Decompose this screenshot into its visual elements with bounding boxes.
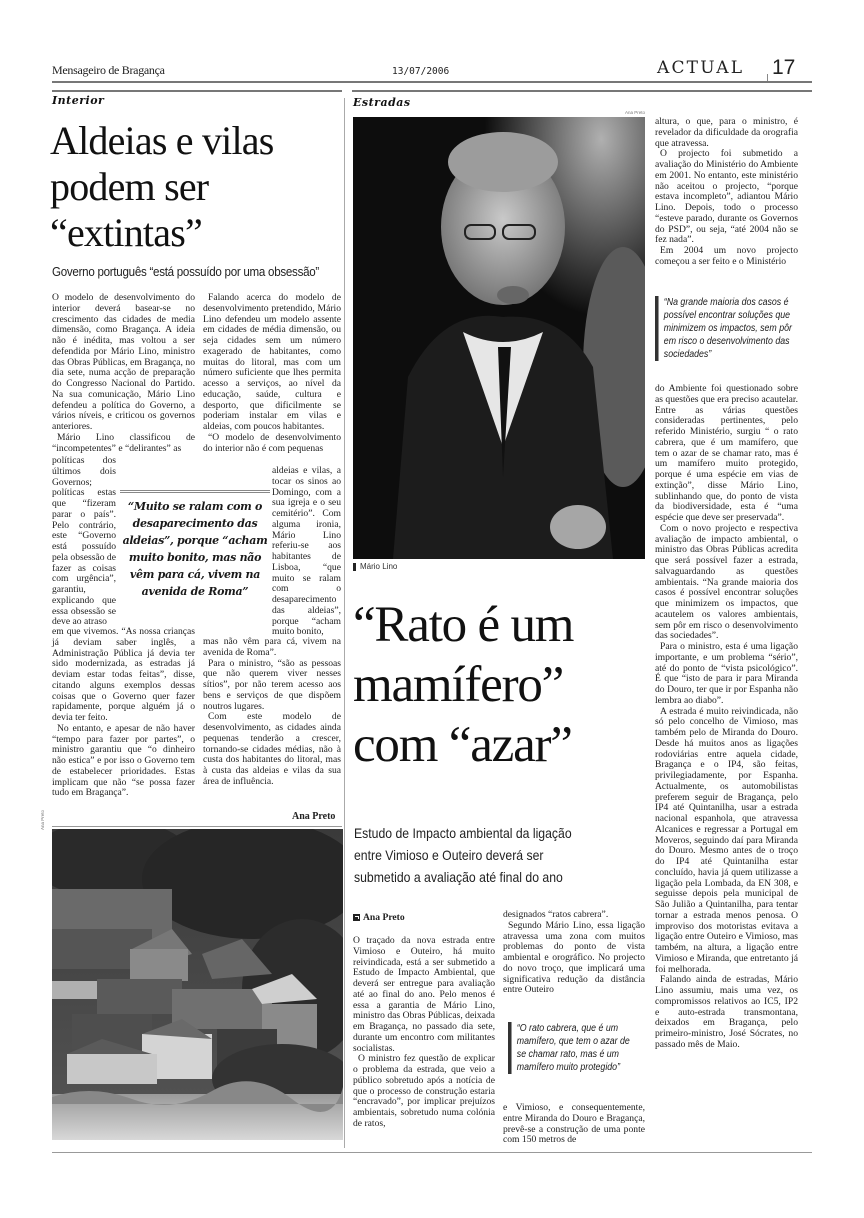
paragraph: em que vivemos. “As nossa crianças já deviam saber inglês, a Administração Pública já devia ter sido modernizada, as estradas já deviam estar todas feitas”, disse, citando alguns exemplos dessas coisas que o Governo quer fazer rapidamente, porque alguém já o devia ter feito.	[52, 626, 195, 723]
paragraph: e Vimioso, e consequentemente, entre Miranda do Douro e Bragança, prevê-se a construção de uma ponte com 150 metros de	[503, 1102, 645, 1146]
paragraph: mas não vêm para cá, vivem na avenida de Roma”.	[203, 636, 341, 658]
paragraph: Mário Lino classificou de “incompetentes” e “delirantes” as	[52, 431, 195, 454]
page-number: 17	[772, 56, 796, 79]
village-photo	[52, 829, 343, 1140]
issue-date: 13/07/2006	[392, 66, 450, 77]
village-photo-credit: Ana Preto	[40, 809, 45, 830]
headline-line: “Rato é um	[353, 597, 574, 653]
byline-rule	[52, 826, 342, 827]
section-kicker-interior: Interior	[52, 94, 105, 107]
paragraph: Em 2004 um novo projecto começou a ser feito e o Ministério	[655, 245, 798, 267]
village-photo-image	[52, 829, 343, 1140]
headline-line: com “azar”	[353, 717, 572, 773]
masthead-rule	[52, 81, 812, 83]
paragraph: Falando ainda de estradas, Mário Lino assumiu, mais uma vez, os compromissos relativos ao IC5, IP2 e auto-estrada transmontana, deixados em Bragança, pelo primeiro-ministro, José Sócrates, no passado mês de Maio.	[655, 974, 798, 1050]
left-col1-top	[52, 293, 195, 454]
right-pull-quote: “Na grande maioria dos casos é possível encontrar soluções que minimizem os impactos, sem pôr em risco o desenvolvimento das sociedades”	[655, 296, 805, 361]
byline-name: Ana Preto	[363, 912, 405, 923]
headline-line: podem ser	[50, 164, 209, 209]
left-byline: Ana Preto	[292, 811, 336, 822]
paragraph: “O modelo de desenvolvimento do interior não é com pequenas	[203, 431, 341, 454]
right-byline	[353, 912, 405, 923]
section-title: ACTUAL	[657, 58, 745, 78]
paragraph: Com este modelo de desenvolvimento, as cidades ainda pequenas tenderão a crescer, tornando-se cidades médias, não à custa dos habitantes do litoral, mas à custa das aldeias e vilas da sua área de influência.	[203, 711, 341, 787]
left-col2-bottom	[203, 637, 341, 788]
paragraph: Segundo Mário Lino, essa ligação atravessa uma zona com muitos problemas do ponto de vista ambiental e orográfico. No projecto do novo troço, que implicará uma significativa redução da distância entre Outeiro	[503, 919, 645, 996]
paragraph: O traçado da nova estrada entre Vimioso e Outeiro, há muito reivindicada, está a ser submetido a Estudo de Impacto Ambiental, que deverá ser entregue para avaliação até ao final do ano. Pelo menos é essa a garantia de Mário Lino, ministro das Obras Públicas, deixada em Bragança, no passado dia sete, durante um encontro com militantes socialistas.	[353, 935, 496, 1054]
page-bottom-rule	[52, 1152, 812, 1153]
subhead-line: submetido a avaliação até final do ano	[354, 870, 563, 885]
right-col3	[353, 936, 495, 1130]
subhead-line: entre Vimioso e Outeiro deverá ser	[354, 848, 544, 863]
paragraph: altura, o que, para o ministro, é revelador da dificuldade da orografia que atravessa.	[655, 116, 798, 149]
paragraph: Para o ministro, “são as pessoas que não querem viver nesses sítios”, por não terem acesso aos bens e serviços de que dispõem noutros lugares.	[203, 657, 341, 712]
portrait-caption	[353, 562, 397, 571]
byline-arrow-icon	[353, 914, 360, 921]
publication-name: Mensageiro de Bragança	[52, 63, 165, 77]
pull-quote-rule	[120, 490, 270, 493]
left-col1-bottom	[52, 627, 195, 799]
paragraph: O modelo de desenvolvimento do interior deverá basear-se no crescimento das cidades de media dimensão, como Bragança. A ideia não é inédita, mas voltou a ser defendida por Mário Lino, ministro das Obras Públicas, em Bragança, no dia sete, numa acção de preparação do Congresso Nacional do Partido. Na sua comunicação, Mário Lino defendeu a política do Governo, a vários níveis, e criticou os governos anteriores.	[52, 292, 195, 432]
paragraph: No entanto, e apesar de não haver “tempo para fazer por partes”, o ministro garantiu que “o dinheiro não estica” e por isso o Governo tem de estabelecer prioridades. Estas implicam que não “se possa fazer tudo em Bragança”.	[52, 722, 195, 799]
left-col2-narrow: aldeias e vilas, a tocar os sinos ao Domingo, com a sua igreja e o seu cemitério”. Com alguma ironia, Mário Lino referiu-se aos habitantes de Lisboa, “que muito se ralam com o desaparecimento das aldeias”, porque “acham muito bonito,	[272, 465, 341, 638]
caption-marker-icon	[353, 563, 356, 571]
section-kicker-estradas: Estradas	[353, 96, 411, 109]
paragraph: A estrada é muito reivindicada, não só pelo concelho de Vimioso, mas também pelo de Miranda do Douro. Desde há muitos anos as ligações rodoviárias entre aquela cidade, Bragança e o IP4, são feitas, privilegiadamente, por Espanha. Actualmente, os automobilistas preferem seguir de Bragança, pelo IP4 até Quintanilha, usar a estrada nacional espanhola, que atravessa Alcanices e regressar a Portugal em Moveros, seguindo daí para Miranda do Douro. Mesmo antes de o troço do IP4 até Quintanilha estar concluído, havia já quem utilizasse a ligação pela Lombada, da EN 308, e seguisse depois pela municipal de São Julião a Quintanilha, para tentar tornar a estrada menos penosa. O improviso dos motoristas evitava a ligação entre Outeiro e Vimioso, mas também, na altura, a ligação entre Vimioso e Miranda, que entretanto já foi melhorada.	[655, 705, 798, 975]
right-col4-bottom	[503, 1103, 645, 1146]
paragraph: Falando acerca do modelo de desenvolvimento pretendido, Mário Lino defendeu um modelo assente em cidades de média dimensão, ou seja cidades sem um número exagerado de habitantes, como muitas do litoral, mas com um número suficiente que lhes permita acesso a serviços, ao nível da educação, saúde, cultura e desporto, que dificilmente se poderiam instalar em vilas e aldeias, com poucos habitantes.	[203, 292, 341, 432]
right-col5-bottom	[655, 384, 798, 1051]
left-col1-narrow: políticas dos últimos dois Governos; políticas estas que “fizeram parar o país”. Pelo contrário, este “Governo está possuído pela obsessão de fazer as coisas com urgência”, garantiu, explicando que essa obsessão se deve ao atraso	[52, 455, 116, 628]
paragraph: O ministro fez questão de explicar o problema da estrada, que veio a público sobretudo após a notícia de que o processo de construção estaria “encravado”, por implicar prejuízos ambientais, sobretudo numa colónia de ratos,	[353, 1053, 495, 1129]
paragraph: Com o novo projecto e respectiva avaliação de impacto ambiental, o ministro das Obras Públicas acredita que será possível fazer a estrada, salvaguardando as questões ambientais. “Na grande maioria dos casos é possível encontrar soluções que minimizem os impactos, que acautelem os valores ambientais, sem pôr em risco o desenvolvimento das sociedades”.	[655, 522, 798, 642]
caption-text: Mário Lino	[360, 562, 398, 571]
left-subhead: Governo português “está possuído por uma obsessão”	[52, 265, 320, 279]
headline-line: “extintas”	[50, 210, 202, 255]
right-col4-top	[503, 910, 645, 996]
right-section-rule	[352, 90, 812, 92]
subhead-line: Estudo de Impacto ambiental da ligação	[354, 826, 572, 841]
left-headline	[50, 118, 345, 256]
headline-line: Aldeias e vilas	[50, 118, 274, 163]
right-subhead	[354, 823, 615, 889]
right-headline	[353, 595, 653, 775]
portrait-photo-credit: Ana Preto	[625, 110, 646, 115]
portrait-photo-image	[353, 117, 645, 559]
paragraph: designados “ratos cabrera”.	[503, 909, 609, 920]
paragraph: O projecto foi submetido a avaliação do Ministério do Ambiente em 2001. No entanto, este ministério não aceitou o projecto, “porque estava incompleto”, adiantou Mário Lino. Depois, todo o processo “esteve parado, durante os Governos do PSD”, ou seja, “até 2004 não se fez nada”.	[655, 148, 798, 246]
left-section-rule	[52, 90, 342, 92]
headline-line: mamífero”	[353, 657, 564, 713]
portrait-photo	[353, 117, 645, 559]
left-pull-quote: “Muito se ralam com o desaparecimento das aldeias”, porque “acham muito bonito, mas não vêm para cá, vivem na avenida de Roma”	[122, 500, 268, 598]
left-col2-top	[203, 293, 341, 454]
paragraph: do Ambiente foi questionado sobre as questões que era preciso acautelar. Entre as várias questões consideradas pertinentes, pelo referido Ministério, surgiu “ o rato cabrera, que é um mamífero, que tem o azar de se chamar rato, mas é um mamífero muito protegido, porque é uma espécie em vias de extinção”, disse Mário Lino, sublinhando que, do ponto de vista da biodiversidade, esta é “uma espécie que deve ser preservada”.	[655, 383, 798, 523]
right-col5-top	[655, 117, 798, 268]
mid-pull-quote: “O rato cabrera, que é um mamífero, que tem o azar de se chamar rato, mas é um mamífero muito protegido”	[508, 1022, 640, 1074]
paragraph: Para o ministro, esta é uma ligação importante, e um problema “sério”, até do ponto de “vista psicológico”. É que “isto de para ir para Miranda do Douro, ter que ir por Espanha não lembra ao diabo”.	[655, 641, 798, 706]
